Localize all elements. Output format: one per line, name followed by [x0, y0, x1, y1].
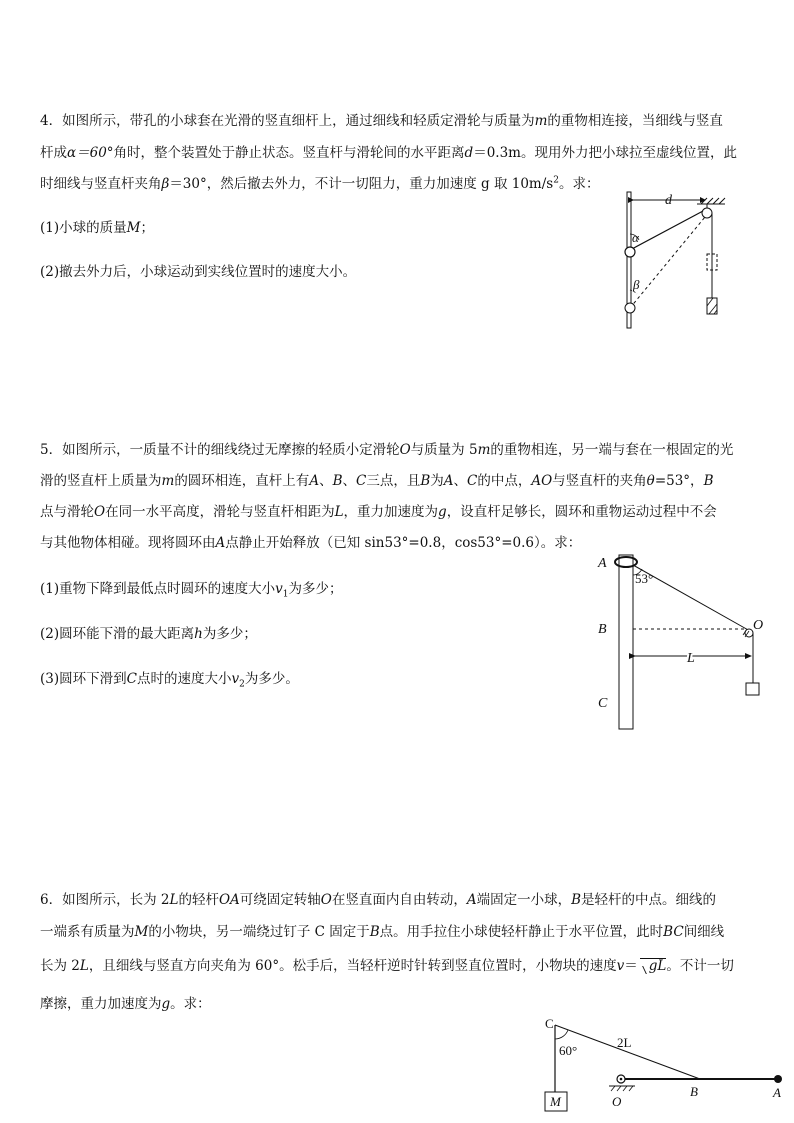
label-angle-60: 60°	[559, 1043, 578, 1058]
label-beta: β	[633, 277, 640, 292]
label-2L: 2L	[617, 1035, 632, 1050]
problem-4-line-1: 4．如图所示，带孔的小球套在光滑的竖直细杆上，通过细线和轻质定滑轮与质量为m的重物相连接，当细线与竖直	[40, 113, 723, 129]
problem-4-question-1: (1)小球的质量M；	[40, 220, 154, 236]
label-B: B	[690, 1084, 698, 1099]
label-angle-53: 53°	[635, 571, 654, 586]
label-A: A	[598, 556, 607, 571]
label-M: M	[550, 1094, 561, 1109]
problem-5-figure	[595, 553, 775, 733]
ball-A	[774, 1075, 782, 1083]
problem-5-line-3: 点与滑轮O在同一水平高度，滑轮与竖直杆相距为L，重力加速度为g，设直杆足够长，圆环和重物运动过程中不会	[40, 504, 717, 520]
label-O: O	[612, 1094, 622, 1109]
label-A: A	[773, 1085, 781, 1100]
label-B: B	[598, 622, 607, 637]
problem-5-line-4: 与其他物体相碰。现将圆环由A点静止开始释放（已知 sin53°=0.8，cos53°=0.6）。求：	[40, 535, 582, 551]
label-L: L	[687, 651, 695, 666]
problem-6-line-2: 一端系有质量为M的小物块，另一端绕过钉子 C 固定于B点。用手拉住小球使轻杆静止于水平位置，此时BC间细线	[40, 924, 725, 940]
problem-6-figure	[535, 1015, 790, 1123]
label-C: C	[598, 696, 608, 711]
ball-solid	[625, 247, 635, 257]
label-d: d	[665, 193, 672, 208]
label-alpha: α	[632, 230, 639, 245]
problem-5-question-2: (2)圆环能下滑的最大距离h为多少；	[40, 626, 257, 642]
problem-5-line-2: 滑的竖直杆上质量为m的圆环相连，直杆上有A、B、C三点，且B为A、C的中点，AO与竖直杆的夹角θ=53°，B	[40, 473, 714, 489]
label-C: C	[545, 1016, 554, 1031]
problem-5-question-3: (3)圆环下滑到C点时的速度大小$v_2$为多少。	[40, 671, 299, 690]
problem-6-line-1: 6．如图所示，长为 2L的轻杆OA可绕固定转轴O在竖直面内自由转动，A端固定一小球，B是轻杆的中点。细线的	[40, 892, 717, 908]
problem-6-line-4: 摩擦，重力加速度为g。求：	[40, 996, 211, 1012]
pulley-icon	[702, 208, 712, 218]
problem-4-figure	[615, 190, 735, 330]
problem-4-line-2: 杆成α＝60°角时，整个装置处于静止状态。竖直杆与滑轮间的水平距离d＝0.3m。现用外力把小球拉至虚线位置，此	[40, 145, 737, 161]
problem-6-line-3: 长为 2L，且细线与竖直方向夹角为 60°。松手后，当轻杆逆时针转到竖直位置时，小物块的速度v＝ gL。不计一切	[40, 958, 734, 974]
problem-4-line-3: 时细线与竖直杆夹角β＝30°，然后撤去外力，不计一切阻力，重力加速度 g 取 $10m/s^2$。求：	[40, 175, 600, 192]
sqrt-expression: gL	[640, 958, 667, 974]
ball-dashed	[625, 303, 635, 313]
label-O: O	[753, 618, 764, 633]
problem-4-question-2: (2)撤去外力后，小球运动到实线位置时的速度大小。	[40, 264, 357, 280]
vertical-rod	[619, 555, 633, 729]
problem-5-line-1: 5．如图所示，一质量不计的细线绕过无摩擦的轻质小定滑轮O与质量为 5m的重物相连，另一端与套在一根固定的光	[40, 442, 734, 458]
problem-5-question-1: (1)重物下降到最低点时圆环的速度大小$v_1$为多少；	[40, 581, 343, 600]
weight-block	[746, 683, 759, 695]
